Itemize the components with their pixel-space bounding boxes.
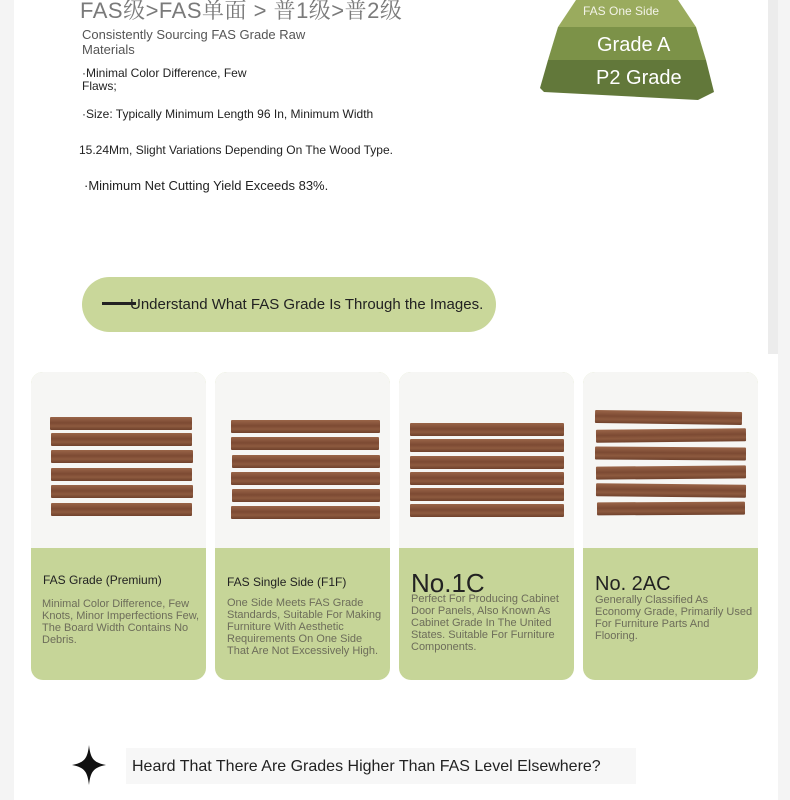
wood-plank (51, 468, 192, 481)
bullet-color-difference: ·Minimal Color Difference, Few Flaws; (82, 66, 247, 93)
card-heading: FAS Single Side (F1F) (227, 575, 347, 589)
card-image-f1f (215, 372, 390, 548)
wood-plank (232, 455, 380, 468)
card-image-no2ac (583, 372, 758, 548)
wood-plank (51, 503, 192, 516)
card-image-no1c (399, 372, 574, 548)
wood-plank (410, 488, 564, 501)
grade-card-no2ac[interactable] (583, 372, 758, 680)
grade-card-no1c[interactable] (399, 372, 574, 680)
pyramid-top-label: FAS One Side (583, 4, 660, 18)
wood-plank (51, 433, 192, 446)
wood-plank (410, 456, 564, 469)
wood-plank (51, 450, 193, 463)
cta-text[interactable]: Understand What FAS Grade Is Through the Images. (130, 296, 484, 313)
wood-plank (597, 502, 745, 516)
wood-plank (410, 472, 564, 485)
pyramid-middle-label: Grade A (597, 34, 671, 56)
bullet-size-continued: 15.24Mm, Slight Variations Depending On The Wood Type. (79, 143, 393, 157)
bullet-cutting-yield: ·Minimum Net Cutting Yield Exceeds 83%. (84, 178, 329, 193)
card-heading: FAS Grade (Premium) (43, 573, 162, 587)
wood-plank (410, 423, 564, 436)
card-heading: No. 2AC (595, 573, 671, 595)
wood-plank (596, 465, 746, 479)
card-description: Perfect For Producing Cabinet Door Panels, Also Known As Cabinet Grade In The United States. Suitable For Furniture Components. (411, 593, 559, 653)
subtitle: Consistently Sourcing FAS Grade Raw Materials (82, 27, 306, 57)
wood-plank (231, 506, 380, 519)
wood-plank (231, 437, 379, 450)
panel-edge (768, 0, 778, 354)
wood-plank (595, 410, 742, 425)
grade-card-fas[interactable] (31, 372, 206, 680)
card-description: One Side Meets FAS Grade Standards, Suitable For Making Furniture With Aesthetic Requirements On One Side That Are Not Excessively High. (227, 597, 382, 657)
wood-plank (232, 489, 380, 502)
card-description: Generally Classified As Economy Grade, Primarily Used For Furniture Parts And Flooring. (595, 594, 753, 642)
pyramid-bottom-label: P2 Grade (596, 67, 682, 89)
card-description: Minimal Color Difference, Few Knots, Minor Imperfections Few, The Board Width Contains No Debris. (42, 598, 200, 646)
wood-plank (231, 472, 380, 485)
wood-plank (410, 439, 564, 452)
grade-card-fas-single-side[interactable] (215, 372, 390, 680)
grade-order-title: FAS级>FAS单面 > 普1级>普2级 (80, 0, 403, 23)
bullet-size: ·Size: Typically Minimum Length 96 In, Minimum Width (82, 107, 374, 121)
wood-plank (50, 417, 192, 430)
wood-plank (595, 446, 746, 460)
card-heading: No.1C (411, 568, 485, 598)
wood-plank (51, 485, 193, 498)
wood-plank (410, 504, 564, 517)
wood-plank (231, 420, 380, 433)
footer-question[interactable]: Heard That There Are Grades Higher Than FAS Level Elsewhere? (132, 758, 601, 775)
four-point-star-icon (72, 745, 106, 785)
card-image-fas (31, 372, 206, 548)
wood-plank (596, 483, 746, 498)
wood-plank (596, 428, 746, 443)
